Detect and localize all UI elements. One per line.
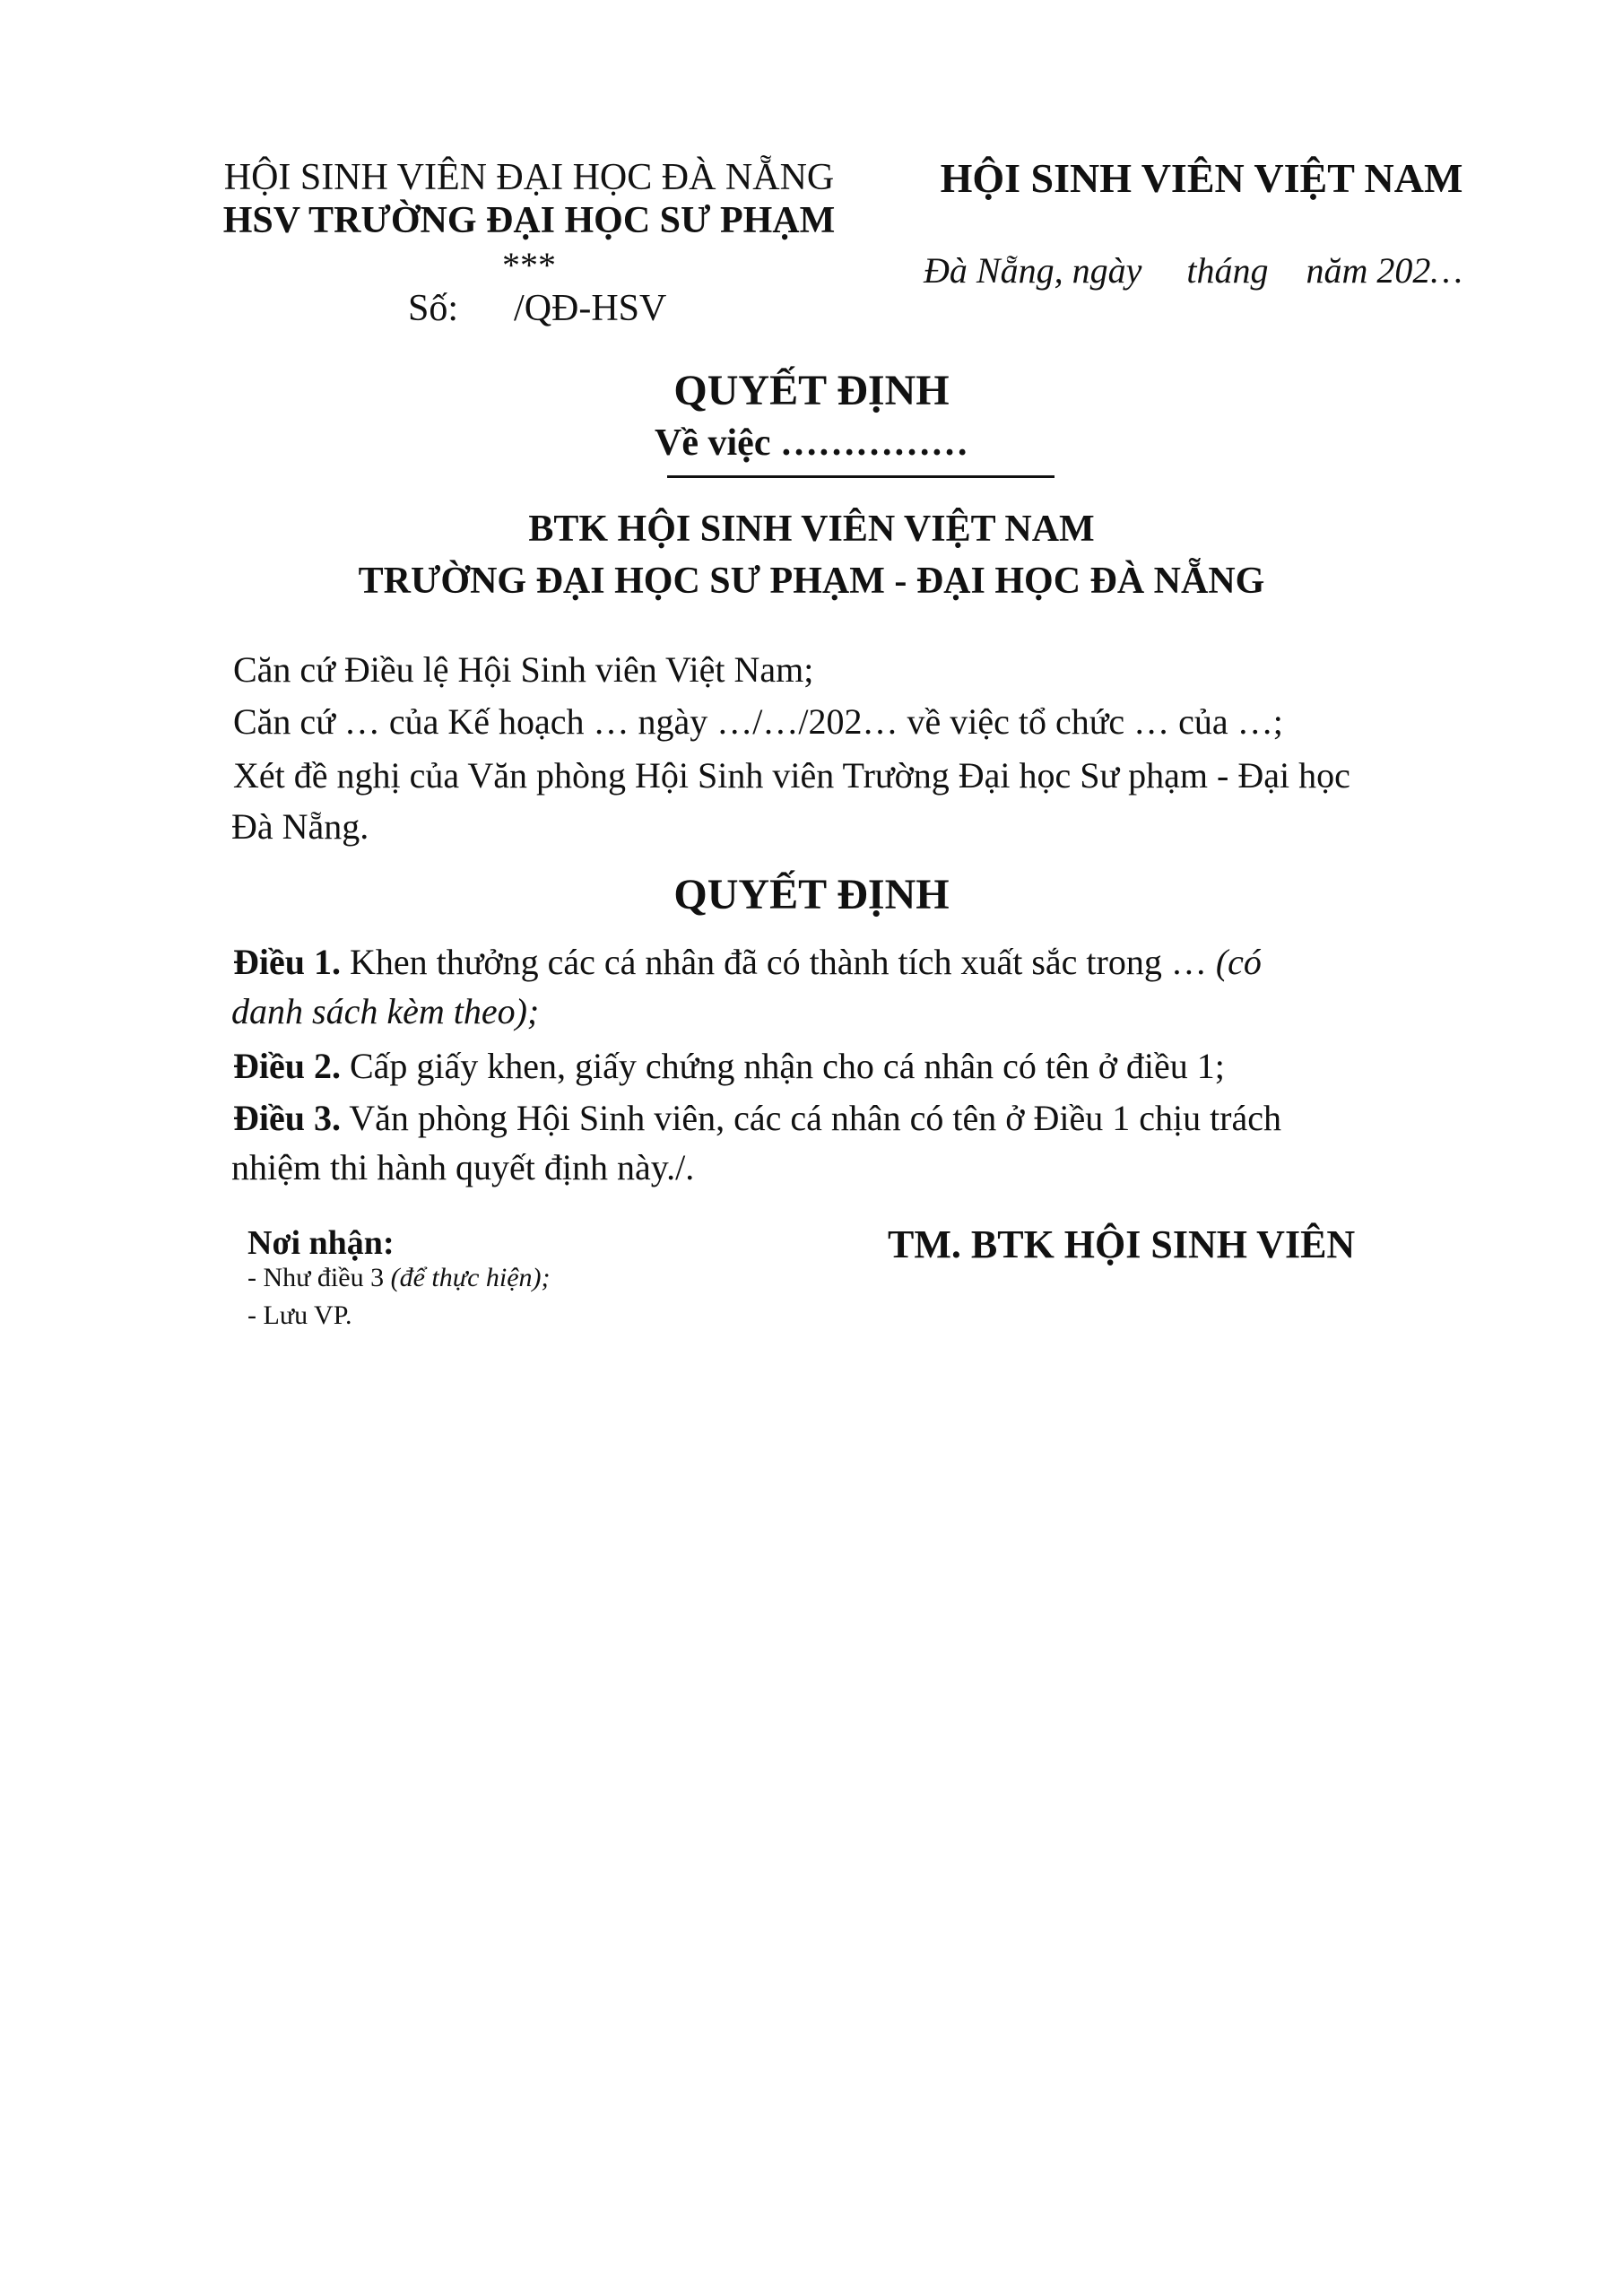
document-number-suffix: /QĐ-HSV bbox=[514, 288, 667, 329]
issuer-line-2: TRƯỜNG ĐẠI HỌC SƯ PHẠM - ĐẠI HỌC ĐÀ NẴNG bbox=[358, 561, 1265, 602]
recipient-1-italic: (để thực hiện); bbox=[390, 1263, 551, 1292]
recipient-item-2: - Lưu VP. bbox=[247, 1300, 352, 1330]
basis-line-3: Xét đề nghị của Văn phòng Hội Sinh viên Trường Đại học Sư phạm - Đại học bbox=[233, 755, 1350, 796]
recipient-1-text: - Như điều 3 bbox=[247, 1263, 391, 1292]
place-and-date bbox=[924, 249, 1462, 291]
header-separator-stars: *** bbox=[502, 245, 556, 285]
article-3 bbox=[233, 1092, 1497, 1144]
signature-title: TM. BTK HỘI SINH VIÊN bbox=[888, 1222, 1356, 1266]
document-number bbox=[408, 287, 666, 330]
article-1-text: Khen thưởng các cá nhân đã có thành tích xuất sắc trong … bbox=[341, 942, 1216, 982]
basis-line-2: Căn cứ … của Kế hoạch … ngày …/…/202… về việc tổ chức … của …; bbox=[233, 701, 1283, 742]
article-1-italic: (có bbox=[1215, 942, 1262, 982]
title-underline bbox=[667, 475, 1055, 478]
article-3-label: Điều 3. bbox=[233, 1098, 341, 1138]
org-parent-name: HỘI SINH VIÊN ĐẠI HỌC ĐÀ NẴNG bbox=[223, 157, 835, 198]
article-2-label: Điều 2. bbox=[233, 1046, 341, 1086]
document-title: QUYẾT ĐỊNH bbox=[673, 367, 950, 414]
basis-line-3-continued: Đà Nẵng. bbox=[231, 806, 369, 847]
recipient-item-1 bbox=[247, 1263, 551, 1293]
date-place-day: Đà Nẵng, ngày bbox=[924, 250, 1142, 291]
article-1-continued: danh sách kèm theo); bbox=[231, 991, 540, 1031]
document-subject: Về việc …………… bbox=[655, 422, 968, 464]
recipients-title: Nơi nhận: bbox=[247, 1224, 395, 1262]
issuer-line-1: BTK HỘI SINH VIÊN VIỆT NAM bbox=[528, 509, 1095, 550]
date-year: năm 202… bbox=[1306, 250, 1462, 291]
date-month: tháng bbox=[1186, 250, 1269, 291]
article-3-text: Văn phòng Hội Sinh viên, các cá nhân có tên ở Điều 1 chịu trách bbox=[341, 1098, 1282, 1138]
article-3-continued: nhiệm thi hành quyết định này./. bbox=[231, 1147, 695, 1187]
org-unit-name: HSV TRƯỜNG ĐẠI HỌC SƯ PHẠM bbox=[222, 200, 836, 241]
decision-heading: QUYẾT ĐỊNH bbox=[673, 871, 950, 918]
basis-line-1: Căn cứ Điều lệ Hội Sinh viên Việt Nam; bbox=[233, 649, 814, 690]
article-2 bbox=[233, 1040, 1497, 1092]
article-1-label: Điều 1. bbox=[233, 942, 341, 982]
national-org-name: HỘI SINH VIÊN VIỆT NAM bbox=[940, 155, 1463, 201]
article-1 bbox=[233, 936, 1497, 988]
article-2-text: Cấp giấy khen, giấy chứng nhận cho cá nhân có tên ở điều 1; bbox=[341, 1046, 1225, 1086]
document-number-prefix: Số: bbox=[408, 288, 459, 329]
